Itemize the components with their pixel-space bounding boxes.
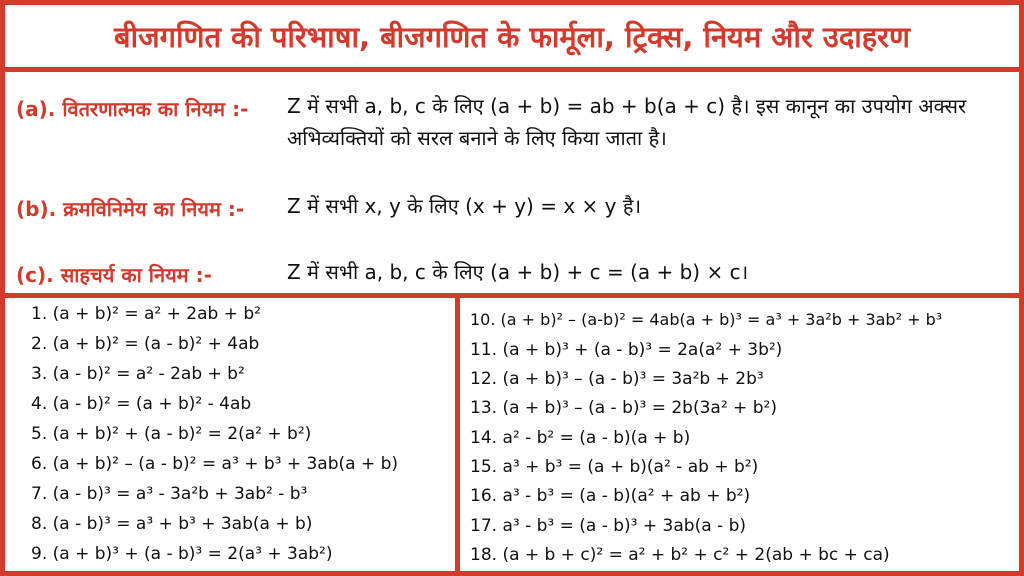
formula-item: 16. a³ - b³ = (a - b)(a² + ab + b²) [470, 486, 751, 506]
title-banner [5, 5, 1019, 72]
formula-item: 1. (a + b)² = a² + 2ab + b² [31, 304, 261, 324]
formula-item: 4. (a - b)² = (a + b)² - 4ab [31, 394, 252, 414]
formula-item: 18. (a + b + c)² = a² + b² + c² + 2(ab + bc + ca) [470, 545, 890, 565]
rule-text: Z में सभी x, y के लिए (x + y) = x × y है। [287, 194, 642, 218]
formula-item: 2. (a + b)² = (a - b)² + 4ab [31, 334, 260, 354]
rule-text: Z में सभी a, b, c के लिए (a + b) = ab + b(a + c) है। इस कानून का उपयोग अक्सर अभिव्यक्तियों को सरल बनाने के लिए किया जाता है। [287, 94, 967, 150]
formula-item: 3. (a - b)² = a² - 2ab + b² [31, 364, 245, 384]
formula-item: 13. (a + b)³ – (a - b)³ = 2b(3a² + b²) [470, 398, 777, 418]
page-title: बीजगणित की परिभाषा, बीजगणित के फार्मूला, ट्रिक्स, नियम और उदाहरण [114, 19, 910, 54]
formula-item: 6. (a + b)² – (a - b)² = a³ + b³ + 3ab(a + b) [31, 454, 399, 474]
rule-label: (a). वितरणात्मक का नियम :- [16, 97, 249, 121]
column-divider [455, 298, 460, 571]
formula-item: 15. a³ + b³ = (a + b)(a² - ab + b²) [470, 457, 759, 477]
formula-item: 10. (a + b)² – (a-b)² = 4ab(a + b)³ = a³ + 3a²b + 3ab² + b³ [470, 310, 943, 329]
formula-item: 14. a² - b² = (a - b)(a + b) [470, 428, 691, 448]
formula-item: 17. a³ - b³ = (a - b)³ + 3ab(a - b) [470, 516, 746, 536]
formula-item: 8. (a - b)³ = a³ + b³ + 3ab(a + b) [31, 514, 313, 534]
rule-label: (c). साहचर्य का नियम :- [16, 263, 212, 287]
formula-item: 5. (a + b)² + (a - b)² = 2(a² + b²) [31, 424, 312, 444]
section-divider [5, 293, 1019, 298]
rules-section [5, 72, 1019, 293]
formula-item: 7. (a - b)³ = a³ - 3a²b + 3ab² - b³ [31, 484, 308, 504]
formula-item: 12. (a + b)³ – (a - b)³ = 3a²b + 2b³ [470, 369, 764, 389]
formula-item: 11. (a + b)³ + (a - b)³ = 2a(a² + 3b²) [470, 340, 783, 360]
rule-text: Z में सभी a, b, c के लिए (a + b) + c = (a + b) × c। [287, 260, 749, 284]
rule-label: (b). क्रमविनिमेय का नियम :- [16, 197, 245, 221]
formula-item: 9. (a + b)³ + (a - b)³ = 2(a³ + 3ab²) [31, 544, 333, 564]
